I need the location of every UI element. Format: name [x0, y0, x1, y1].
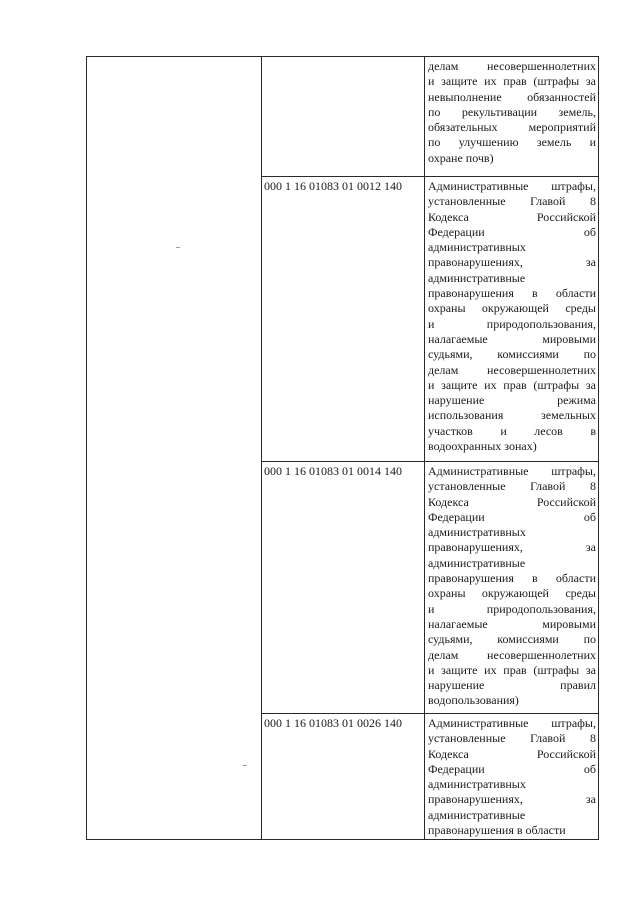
- description-line: Административные штрафы,: [428, 179, 596, 193]
- description-line: участков и лесов в: [428, 423, 596, 438]
- description-line: административных: [428, 240, 526, 255]
- description-cell: [425, 462, 599, 714]
- description-line: Федерации об: [428, 761, 596, 776]
- budget-code: 000 1 16 01083 01 0026 140: [264, 716, 402, 730]
- description-line: делам несовершеннолетних: [428, 362, 596, 377]
- description-line: правонарушения в области: [428, 571, 596, 586]
- description-line: нарушение режима: [428, 393, 596, 408]
- description-line: правонарушения в области: [428, 823, 566, 838]
- scan-mark: [176, 247, 180, 248]
- description-line: Кодекса Российской: [428, 746, 596, 761]
- description-line: охраны окружающей среды: [428, 586, 596, 601]
- description-line: охраны окружающей среды: [428, 301, 596, 316]
- description-line: нарушение правил: [428, 678, 596, 693]
- description-line: Кодекса Российской: [428, 494, 596, 509]
- description-cell: [425, 177, 599, 462]
- code-cell: [262, 462, 425, 714]
- budget-code: [262, 57, 424, 59]
- description-line: и природопользования,: [428, 601, 596, 616]
- description-line: невыполнение обязанностей: [428, 89, 596, 104]
- description-line: охране почв): [428, 150, 494, 165]
- description-line: административные: [428, 555, 526, 570]
- description-line: обязательных мероприятий: [428, 120, 596, 135]
- description-line: и защите их прав (штрафы за: [428, 74, 596, 89]
- budget-code: 000 1 16 01083 01 0014 140: [264, 464, 402, 478]
- description-line: Федерации об: [428, 224, 596, 239]
- description-line: административные: [428, 270, 526, 285]
- description-line: Административные штрафы,: [428, 716, 596, 730]
- description-line: установленные Главой 8: [428, 194, 596, 209]
- description-line: и защите их прав (штрафы за: [428, 662, 596, 677]
- description-line: правонарушениях, за: [428, 255, 596, 270]
- description-line: водоохранных зонах): [428, 439, 537, 454]
- code-cell: [262, 177, 425, 462]
- description-line: установленные Главой 8: [428, 731, 596, 746]
- left-blank-cell: [87, 57, 262, 840]
- description-line: использования земельных: [428, 408, 596, 423]
- description-line: Административные штрафы,: [428, 464, 596, 478]
- description: [425, 57, 598, 167]
- description-line: налагаемые мировыми: [428, 331, 596, 346]
- description-line: установленные Главой 8: [428, 479, 596, 494]
- description-line: судьями, комиссиями по: [428, 347, 596, 362]
- description-line: правонарушениях, за: [428, 792, 596, 807]
- code-cell: [262, 714, 425, 840]
- description-line: административных: [428, 525, 526, 540]
- fees-table-body: [87, 57, 599, 840]
- description-cell: [425, 57, 599, 177]
- description-line: судьями, комиссиями по: [428, 632, 596, 647]
- description-line: водопользования): [428, 693, 519, 708]
- description-line: правонарушениях, за: [428, 540, 596, 555]
- description-line: административные: [428, 807, 526, 822]
- description-line: налагаемые мировыми: [428, 616, 596, 631]
- fees-table: [86, 56, 599, 840]
- description-line: административных: [428, 777, 526, 792]
- description-line: по рекультивации земель,: [428, 104, 596, 119]
- description-line: делам несовершеннолетних: [428, 647, 596, 662]
- code-cell: [262, 57, 425, 177]
- description-cell: [425, 714, 599, 840]
- table-row: [87, 57, 599, 177]
- budget-code: 000 1 16 01083 01 0012 140: [264, 179, 402, 193]
- description-line: по улучшению земель и: [428, 135, 596, 150]
- description-line: и защите их прав (штрафы за: [428, 377, 596, 392]
- description-line: и природопользования,: [428, 316, 596, 331]
- description-line: правонарушения в области: [428, 286, 596, 301]
- description-line: Кодекса Российской: [428, 209, 596, 224]
- description-line: Федерации об: [428, 509, 596, 524]
- description: [425, 714, 598, 839]
- description: [425, 462, 598, 710]
- scan-mark: [243, 765, 247, 766]
- description-line: делам несовершеннолетних: [428, 59, 596, 73]
- description: [425, 177, 598, 455]
